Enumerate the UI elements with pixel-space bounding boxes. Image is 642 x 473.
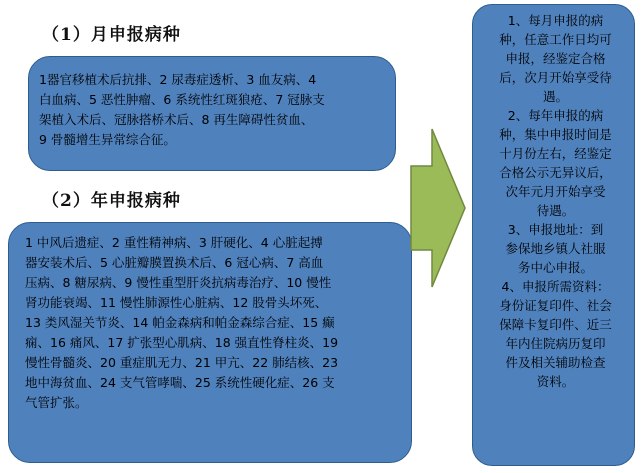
monthly-diseases-text: 1器官移植术后抗排、2 尿毒症透析、3 血友病、4 白血病、5 恶性肿瘤、6 系统性红斑狼疮、7 冠脉支 架植入术后、冠脉搭桥术后、8 再生障碍性贫血、 9 骨髓增生异常综合征。 <box>39 72 325 147</box>
monthly-diseases-box <box>28 56 396 171</box>
note-yearly-timing: 2、每年申报的病 种，集中申报时间是 十月份左右，经鉴定 合格公示无异议后， 次年元月开始享受 待遇。 <box>499 108 612 218</box>
yearly-diseases-text: 1 中风后遗症、2 重性精神病、3 肝硬化、4 心脏起搏 器安装术后、5 心脏瓣膜置换术后、6 冠心病、7 高血 压病、8 糖尿病、9 慢性重型肝炎抗病毒治疗、10 慢性 肾功能衰竭、11 慢性肺源性心脏病、12 股骨头坏死、 13 类风湿关节炎、14 帕金森病和帕金森综合症、15 癫 痫、16 痛风、17 扩张型心肌病、18 强直性脊柱炎、19 慢性骨髓炎、20 重症肌无力、21 甲亢、22 肺结核、23 地中海贫血、24 支气管哮喘、25 系统性硬化症、26 支 气管扩张。 <box>25 235 339 410</box>
right-arrow-icon <box>410 128 466 288</box>
yearly-heading: （2）年申报病种 <box>42 191 181 211</box>
notes-box <box>472 4 635 466</box>
yearly-diseases-box <box>8 222 412 463</box>
note-application-address: 3、申报地址：到 参保地乡镇人社服 务中心申报。 <box>505 222 606 275</box>
monthly-heading: （1）月申报病种 <box>42 25 181 45</box>
note-required-documents: 4、申报所需资料： 身份证复印件、社会 保障卡复印件、近三 年内住院病历复印 件及相关辅助检查 资料。 <box>499 279 612 389</box>
note-monthly-timing: 1、每月申报的病 种，任意工作日均可 申报，经鉴定合格 后，次月开始享受待 遇。 <box>499 13 612 104</box>
